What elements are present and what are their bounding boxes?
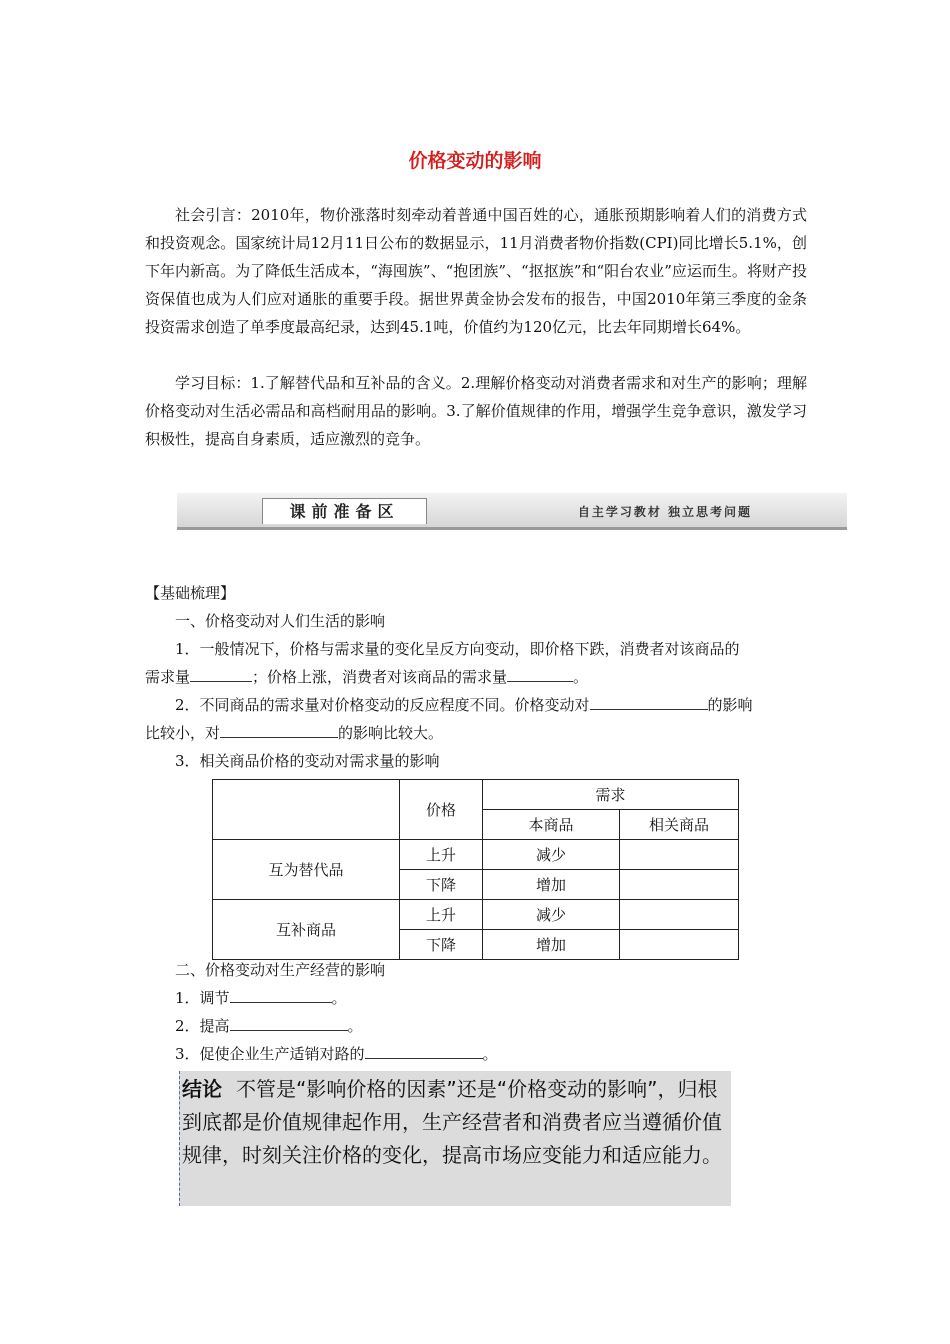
demand-header: 需求 [483,780,739,810]
part2-item3 [145,1040,815,1068]
own-demand: 减少 [483,840,620,870]
part2-item3-end: 。 [482,1045,498,1063]
price-change: 上升 [400,900,483,930]
answer-blank[interactable] [230,986,332,1003]
own-goods-header: 本商品 [483,810,620,840]
part2-title: 二、价格变动对生产经营的影响 [175,961,386,979]
section-heading: 【基础梳理】 [145,584,236,602]
item1-line2 [145,663,815,691]
item1-end: 。 [573,668,589,686]
related-demand-blank[interactable] [620,870,739,900]
page-title: 价格变动的影响 [408,150,542,172]
item2-prefix: 2．不同商品的需求量对价格变动的反应程度不同。价格变动对 [175,696,590,714]
price-change: 上升 [400,840,483,870]
item1-prefix: 需求量 [145,668,191,686]
banner-tab-label: 课前准备区 [262,498,427,524]
item1-middle: ；价格上涨，消费者对该商品的需求量 [252,668,508,686]
conclusion-label: 结论 [182,1077,222,1101]
table-corner-cell [213,780,400,840]
item2-line2 [145,719,815,747]
related-goods-header: 相关商品 [620,810,739,840]
part2-item3-text: 3．促使企业生产适销对路的 [175,1045,365,1063]
conclusion-box [179,1071,731,1206]
part2-item2-end: 。 [347,1017,363,1035]
related-demand-blank[interactable] [620,930,739,960]
own-demand: 增加 [483,930,620,960]
item2-prefix2: 比较小，对 [145,724,221,742]
section-banner [177,493,847,530]
social-intro-paragraph: 社会引言：2010年，物价涨落时刻牵动着普通中国百姓的心，通胀预期影响着人们的消费方式和投资观念。国家统计局12月11日公布的数据显示，11月消费者物价指数(CPI)同比增长5.1%，创下年内新高。为了降低生活成本，“海囤族”、“抱团族”、“抠抠族”和“阳台农业”应运而生。将财产投资保值也成为人们应对通胀的重要手段。据世界黄金协会发布的报告，中国2010年第三季度的金条投资需求创造了单季度最高纪录，达到45.1吨，价值约为120亿元，比去年同期增长64%。 [145,206,807,336]
related-demand-blank[interactable] [620,840,739,870]
own-demand: 增加 [483,870,620,900]
learning-goals-paragraph: 学习目标：1.了解替代品和互补品的含义。2.理解价格变动对消费者需求和对生产的影响；理解价格变动对生活必需品和高档耐用品的影响。3.了解价值规律的作用，增强学生竞争意识，激发学习积极性，提高自身素质，适应激烈的竞争。 [145,374,807,448]
answer-blank[interactable] [220,721,338,738]
price-header: 价格 [400,780,483,840]
item3-line: 3．相关商品价格的变动对需求量的影响 [175,752,440,770]
part2-item2-text: 2．提高 [175,1017,230,1035]
part2-item1-text: 1．调节 [175,989,230,1007]
answer-blank[interactable] [230,1014,348,1031]
answer-blank[interactable] [507,665,573,682]
part2-item2 [145,1012,815,1040]
item2-line1 [145,691,815,719]
item1-line1: 1．一般情况下，价格与需求量的变化呈反方向变动，即价格下跌，消费者对该商品的 [175,640,740,658]
own-demand: 减少 [483,900,620,930]
related-demand-blank[interactable] [620,900,739,930]
part1-title: 一、价格变动对人们生活的影响 [175,612,386,630]
part2-item1 [145,984,815,1012]
row-type-label: 互补商品 [213,900,400,960]
part2-item1-end: 。 [331,989,347,1007]
answer-blank[interactable] [365,1042,483,1059]
answer-blank[interactable] [190,665,252,682]
banner-right-text: 自主学习教材 独立思考问题 [577,505,752,519]
price-change: 下降 [400,870,483,900]
row-type-label: 互为替代品 [213,840,400,900]
price-change: 下降 [400,930,483,960]
demand-table [212,779,739,960]
item2-end: 的影响比较大。 [338,724,444,742]
item2-suffix: 的影响 [707,696,753,714]
answer-blank[interactable] [590,693,708,710]
conclusion-text: 不管是“影响价格的因素”还是“价格变动的影响”，归根到底都是价值规律起作用，生产经营者和消费者应当遵循价值规律，时刻关注价格的变化，提高市场应变能力和适应能力。 [182,1077,722,1167]
